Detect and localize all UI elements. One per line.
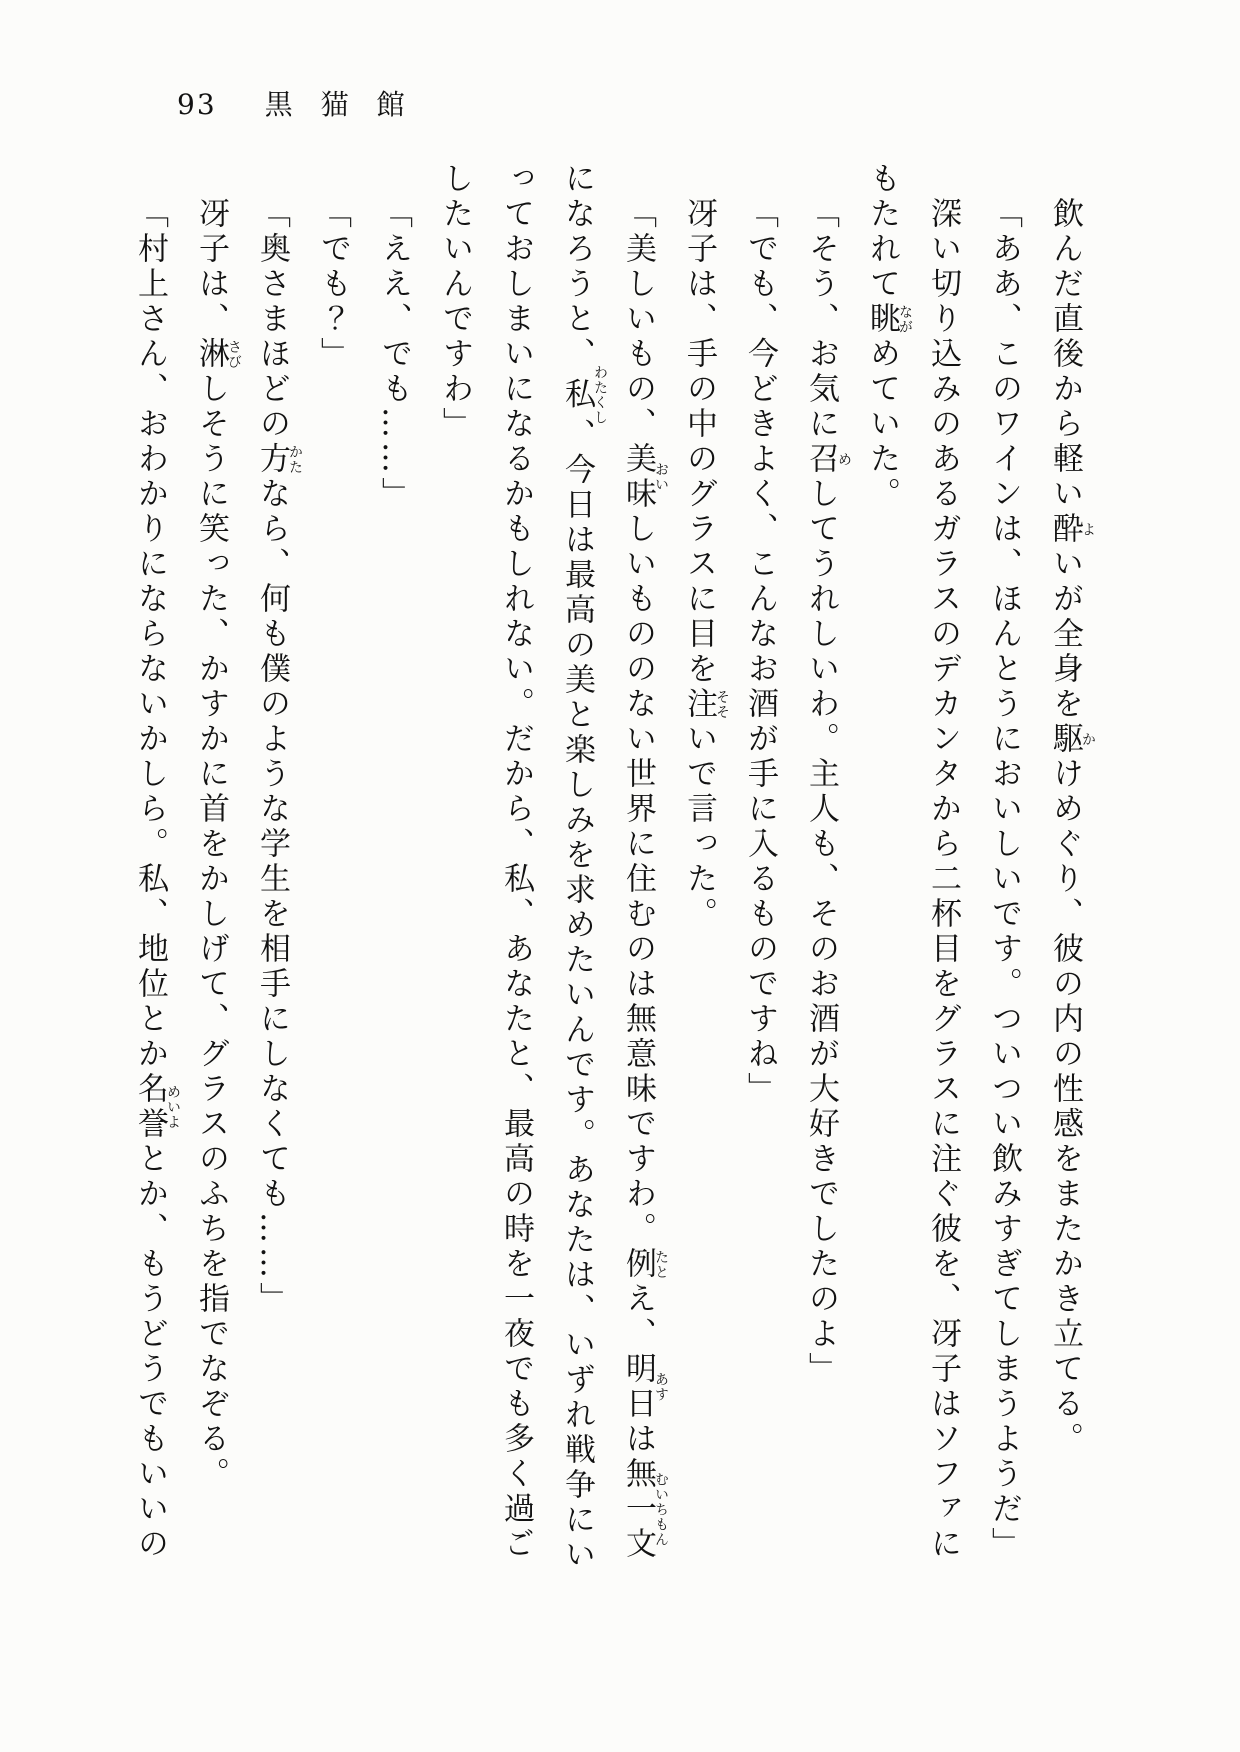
text-column: 「でも、今どきよく、こんなお酒が手に入るものですね」: [742, 197, 778, 1107]
ruby-annotated-word: 明日あす: [620, 1352, 669, 1422]
text-column: 「奥さまほどの方かたなら、何も僕のような学生を相手にしなくても……」: [254, 197, 303, 1317]
ruby-annotated-word: 駆か: [1047, 722, 1096, 757]
text-column: 「ああ、このワインは、ほんとうにおいしいです。ついつい飲みすぎてしまうようだ」: [986, 197, 1022, 1562]
ruby-annotated-word: 召め: [803, 442, 852, 477]
ruby-annotated-word: 眺なが: [864, 302, 913, 337]
ruby-annotated-word: 注そそ: [681, 687, 730, 722]
page-header: [177, 88, 405, 122]
ruby-annotated-word: 例たと: [620, 1247, 669, 1282]
ruby-annotated-word: 名誉めいよ: [132, 1072, 181, 1142]
page-number: 93: [177, 88, 217, 121]
text-column: 「ええ、でも……」: [376, 197, 412, 512]
text-column: 深い切り込みのあるガラスのデカンタから二杯目をグラスに注ぐ彼を、冴子はソファに: [925, 197, 961, 1562]
ruby-annotated-word: 淋さび: [193, 337, 242, 372]
text-column: 「村上さん、おわかりにならないかしら。私、地位とか名誉めいよとか、もうどうでもいいの: [132, 197, 181, 1562]
text-column: っておしまいになるかもしれない。だから、私、あなたと、最高の時を一夜でも多く過ご: [498, 162, 534, 1562]
running-title: 黒 猫 館: [264, 88, 405, 121]
ruby-annotated-word: 無一文むいちもん: [620, 1457, 669, 1562]
text-block: [119, 162, 1096, 1573]
text-column: もたれて眺ながめていた。: [864, 162, 913, 512]
text-column: 「でも？」: [315, 197, 351, 372]
text-column: したいんですわ」: [437, 162, 473, 442]
ruby-annotated-word: 方かた: [254, 442, 303, 477]
ruby-annotated-word: 酔よ: [1047, 512, 1096, 547]
ruby-annotated-word: 美味おい: [620, 442, 669, 512]
text-column: になろうと、私わたくし、今日は最高の美と楽しみを求めたいんです。あなたは、いずれ戦争にい: [559, 162, 608, 1573]
text-column: 飲んだ直後から軽い酔よいが全身を駆かけめぐり、彼の内の性感をまたかき立てる。: [1047, 197, 1096, 1457]
text-column: 冴子は、淋さびしそうに笑った、かすかに首をかしげて、グラスのふちを指でなぞる。: [193, 197, 242, 1492]
text-column: 冴子は、手の中のグラスに目を注そそいで言った。: [681, 197, 730, 932]
text-column: 「美しいもの、美味おいしいもののない世界に住むのは無意味ですわ。例たとえ、明日あすは無一文むいちもん: [620, 197, 669, 1562]
ruby-annotated-word: 私わたくし: [559, 365, 608, 425]
text-column: 「そう、お気に召めしてうれしいわ。主人も、そのお酒が大好きでしたのよ」: [803, 197, 852, 1387]
